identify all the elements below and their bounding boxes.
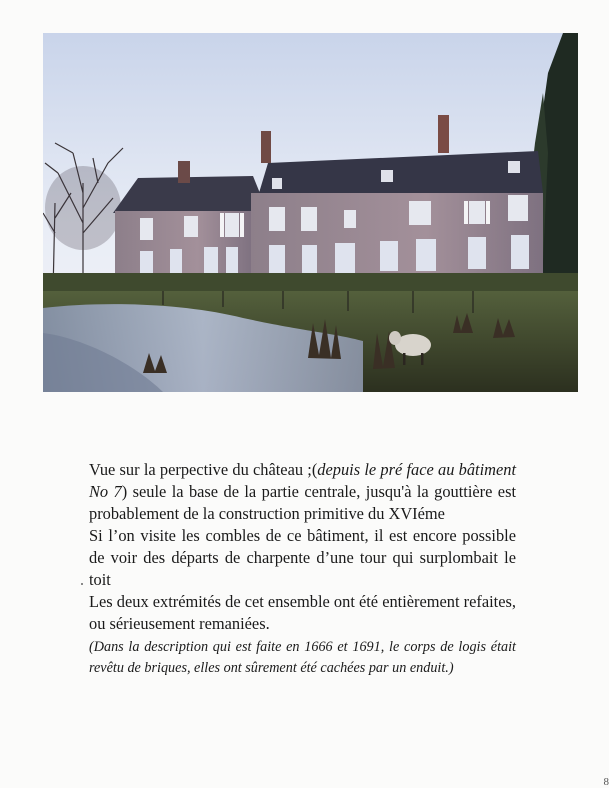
caption-paragraph-1 <box>89 459 516 525</box>
caption-paragraph-3: Les deux extrémités de cet ensemble ont été entièrement refaites, ou sérieusement remaniées. <box>89 592 516 633</box>
chateau-photo <box>43 33 578 392</box>
caption-text-span: Vue sur la perpective du château ;( <box>89 460 318 479</box>
page-number: 8 <box>603 776 609 788</box>
caption-paragraph-2: Si l’on visite les combles de ce bâtiment, il est encore possible de voir des départs de charpente d’une tour qui surplombait le toit <box>89 526 516 589</box>
caption-italic-span: depuis le pré face au bâtiment No 7 <box>89 460 516 501</box>
caption-text <box>89 459 516 679</box>
margin-mark <box>81 583 83 585</box>
caption-note: (Dans la description qui est faite en 1666 et 1691, le corps de logis était revêtu de briques, elles ont sûrement été cachées par un enduit.) <box>89 639 516 676</box>
caption-text-span: ) seule la base de la partie centrale, jusqu'à la gouttière est probablement de la construction primitive du XVIéme <box>89 482 517 523</box>
